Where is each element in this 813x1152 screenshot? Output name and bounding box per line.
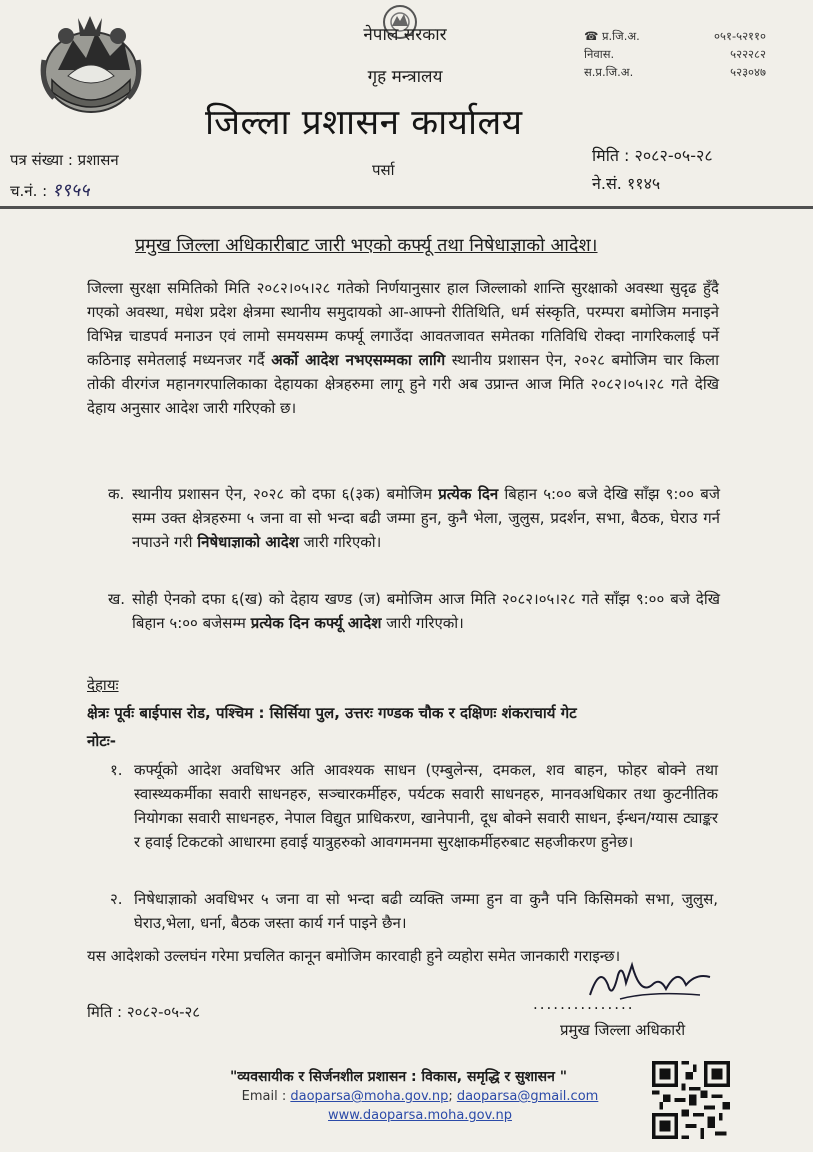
contact-number: ०५१-५२११० [714, 29, 766, 43]
email-link-moha[interactable]: daoparsa@moha.gov.np [290, 1089, 449, 1104]
note-text: कर्फ्यूको आदेश अवधिभर अति आवश्यक साधन (एम्बुलेन्स, दमकल, शव बाहन, फोहर बोक्ने तथा स्वास्थ्यकर्मीका सवारी साधनहरु, सञ्चारकर्मीहरु, पर्यटक सवारी साधनहरु, मानवअधिकार तथा कुटनीतिक नियोगका सवारी साधनहरु, नेपाल विद्युत प्राधिकरण, खानेपानी, दूध बोक्ने सवारी साधन, ईन्धन/ग्यास ट्याङ्कर र हवाई टिकटको आधारमा हवाई यात्रुहरुको आवगमनमा सुरक्षाकर्मीहरुबाट सहजीकरण हुनेछ। [134, 761, 718, 851]
order-item-ka [108, 482, 720, 554]
header-divider [0, 206, 813, 209]
note-marker: १. [110, 761, 123, 779]
office-motto: "व्यवसायीक र सिर्जनशील प्रशासन : विकास, समृद्धि र सुशासन " [230, 1069, 568, 1085]
office-title: जिल्ला प्रशासन कार्यालय [205, 103, 523, 143]
contact-number: ५२२२८२ [730, 47, 766, 61]
item-emphasis: निषेधाज्ञाको आदेश [197, 533, 299, 551]
email-line [230, 1089, 610, 1104]
item-text-part: बिहान ५:०० बजे देखि साँझ ९:०० बजे सम्म उक्त क्षेत्रहरुमा ५ जना वा सो भन्दा बढी जम्मा हुन, कुनै भेला, जुलुस, प्रदर्शन, सभा, बैठक, घेराउ गर्न नपाउने गरी [132, 485, 720, 551]
item-text [132, 482, 720, 554]
contact-row [584, 45, 766, 63]
item-text-part: स्थानीय प्रशासन ऐन, २०२८ को दफा ६(३क) बमोजिम [132, 485, 439, 503]
order-title: प्रमुख जिल्ला अधिकारीबाट जारी भएको कर्फ्यू तथा निषेधाज्ञाको आदेश। [135, 235, 598, 256]
signatory-title: प्रमुख जिल्ला अधिकारी [560, 1021, 686, 1039]
email-label: Email : [241, 1089, 291, 1104]
contact-label: स.प्र.जि.अ. [584, 65, 634, 79]
contact-numbers [584, 27, 766, 81]
intro-text-cont: स्थानीय प्रशासन ऐन, २०२८ बमोजिम चार किला तोकी वीरगंज महानगरपालिकाका देहायका क्षेत्रहरुमा लागू हुने गरी अब उप्रान्त आज मिति २०८२।०५।२८ गते देखि देहाय अनुसार आदेश जारी गरिएको छ। [87, 351, 719, 417]
note-item-1 [110, 758, 718, 854]
item-text [132, 587, 720, 635]
warning-paragraph: यस आदेशको उल्लघंन गरेमा प्रचलित कानून बमोजिम कारवाही हुने व्यहोरा समेत जानकारी गराइन्छ। [87, 947, 621, 965]
note-item-2 [110, 887, 718, 935]
item-emphasis: प्रत्येक दिन कर्फ्यू आदेश [250, 614, 382, 632]
signature-line: ............... [533, 995, 635, 1013]
order-item-kha [108, 587, 720, 635]
qr-code-icon [652, 1059, 730, 1141]
website-link[interactable]: www.daoparsa.moha.gov.np [328, 1108, 512, 1123]
area-boundaries: क्षेत्रः पूर्वः बाईपास रोड, पश्चिम : सिर्सिया पुल, उत्तरः गण्डक चौक र दक्षिणः शंकराचार्य गेट [87, 704, 577, 722]
contact-label: निवास. [584, 47, 615, 61]
government-name: नेपाल सरकार [363, 25, 447, 45]
item-text-part: जारी गरिएको। [298, 533, 382, 551]
note-text: निषेधाज्ञाको अवधिभर ५ जना वा सो भन्दा बढी व्यक्ति जम्मा हुन वा कुनै पनि किसिमको सभा, जुलुस, घेराउ,भेला, धर्ना, बैठक जस्ता कार्य गर्न पाइने छैन। [134, 890, 718, 932]
ministry-name: गृह मन्त्रालय [367, 67, 443, 87]
email-link-gmail[interactable]: daoparsa@gmail.com [456, 1089, 599, 1104]
item-emphasis: प्रत्येक दिन [438, 485, 499, 503]
district-name: पर्सा [372, 161, 395, 179]
email-separator: ; [448, 1089, 457, 1104]
intro-paragraph [87, 276, 719, 420]
footer-date: मिति : २०८२-०५-२८ [87, 1003, 201, 1021]
nepal-emblem-icon [38, 10, 144, 120]
details-label: देहायः [87, 676, 119, 694]
dispatch-label: च.नं. : [10, 182, 48, 200]
intro-emphasis: अर्को आदेश नभएसम्मका लागि [271, 351, 446, 369]
item-marker: क. [108, 485, 125, 503]
item-text-part: सोही ऐनको दफा ६(ख) को देहाय खण्ड (ज) बमोजिम आज मिति २०८२।०५।२८ गते साँझ ९:०० बजे देखि बिहान ५:०० बजेसम्म [132, 590, 720, 632]
contact-label: ☎ प्र.जि.अ. [584, 29, 640, 43]
note-marker: २. [110, 890, 123, 908]
dispatch-number [10, 178, 89, 202]
letter-number: पत्र संख्या : प्रशासन [10, 151, 119, 169]
contact-number: ५२३०४७ [730, 65, 766, 79]
intro-text: जिल्ला सुरक्षा समितिको मिति २०८२।०५।२८ गतेको निर्णयानुसार हाल जिल्लाको शान्ति सुरक्षाको अवस्था सुदृढ हुँदै गएको अवस्था, मधेश प्रदेश क्षेत्रमा स्थानीय समुदायको आ-आफ्नो रीतिथिति, धर्म संस्कृति, परम्परा बमोजिम मनाइने विभिन्न चाडपर्व मनाउन एवं लामो समयसम्म कर्फ्यू लगाउँदा आवतजावत समेतका गतिविधि रोक्दा नागरिकलाई पर्ने कठिनाइ समेतलाई मध्यनजर गर्दै [87, 279, 719, 369]
nepal-sambat-date: ने.सं. ११४५ [592, 174, 661, 193]
dispatch-value: १९५५ [52, 180, 90, 201]
item-marker: ख. [108, 590, 126, 608]
contact-row [584, 63, 766, 81]
notes-label: नोटः- [87, 732, 117, 750]
item-text-part: जारी गरिएको। [381, 614, 464, 632]
header-date: मिति : २०८२-०५-२८ [592, 146, 713, 165]
contact-row [584, 27, 766, 45]
